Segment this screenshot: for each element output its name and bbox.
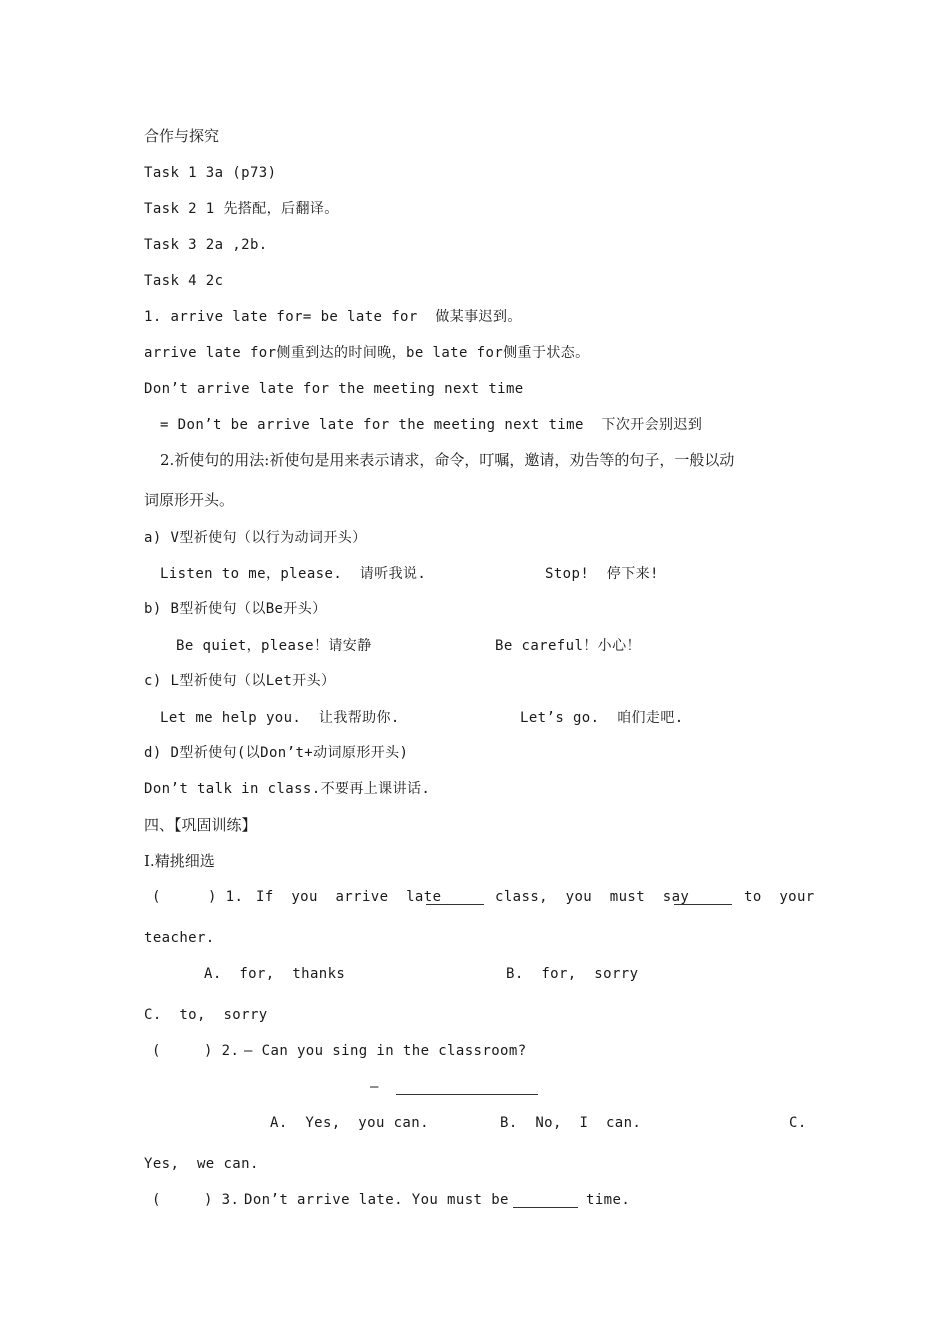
q1-option-c: C. to, sorry xyxy=(144,1007,268,1023)
q3-blank[interactable] xyxy=(513,1193,578,1208)
grammar-point-2-cont: 词原形开头。 xyxy=(144,491,235,509)
q2-option-c-text: Yes, we can. xyxy=(144,1156,259,1172)
task-2: Task 2 1 先搭配，后翻译。 xyxy=(144,201,339,217)
type-b-example-1: Be quiet，please！请安静 xyxy=(176,638,372,654)
type-c-example-2: Let’s go. 咱们走吧. xyxy=(520,710,684,726)
q2-answer-blank[interactable] xyxy=(396,1080,538,1095)
q1-number: ) 1. xyxy=(208,889,244,905)
q1-text-part-3: to your xyxy=(744,889,815,905)
q1-text-part-2: class, you must say xyxy=(495,889,690,905)
q1-option-b: B. for, sorry xyxy=(506,966,639,982)
type-c-example-1: Let me help you. 让我帮助你. xyxy=(160,710,400,726)
grammar-example-2: = Don’t be arrive late for the meeting next time 下次开会别迟到 xyxy=(160,417,703,433)
q3-paren-open: ( xyxy=(152,1192,161,1208)
type-c-heading: c) L型祈使句（以Let开头） xyxy=(144,673,336,689)
q1-blank-1[interactable] xyxy=(426,890,484,905)
q3-text-part-1: Don’t arrive late. You must be xyxy=(244,1192,509,1208)
section-heading: 合作与探究 xyxy=(144,127,220,145)
practice-heading: 四、【巩固训练】 xyxy=(144,816,257,834)
q2-paren-open: ( xyxy=(152,1043,161,1059)
q1-text-part-4: teacher. xyxy=(144,930,215,946)
type-d-example-1: Don’t talk in class.不要再上课讲话. xyxy=(144,781,431,797)
task-1: Task 1 3a (p73) xyxy=(144,165,277,181)
q1-option-a: A. for, thanks xyxy=(204,966,346,982)
type-b-example-2: Be careful！小心！ xyxy=(495,638,641,654)
type-a-example-2: Stop! 停下来! xyxy=(545,566,659,582)
q2-option-c-label: C. xyxy=(789,1115,807,1131)
grammar-point-2: 2.祈使句的用法:祈使句是用来表示请求，命令，叮嘱，邀请，劝告等的句子，一般以动 xyxy=(160,451,735,469)
q1-text-part-1: If you arrive late xyxy=(256,889,442,905)
q3-number: ) 3. xyxy=(204,1192,240,1208)
q2-option-b: B. No, I can. xyxy=(500,1115,642,1131)
grammar-example-1: Don’t arrive late for the meeting next time xyxy=(144,381,524,397)
practice-subheading: I.精挑细选 xyxy=(144,852,215,870)
q2-question: — Can you sing in the classroom? xyxy=(244,1043,527,1059)
q2-number: ) 2. xyxy=(204,1043,240,1059)
q3-text-part-2: time. xyxy=(586,1192,631,1208)
task-4: Task 4 2c xyxy=(144,273,224,289)
type-b-heading: b) B型祈使句（以Be开头） xyxy=(144,601,327,617)
grammar-point-1-note: arrive late for侧重到达的时间晚，be late for侧重于状态。 xyxy=(144,345,590,361)
type-a-example-1: Listen to me，please. 请听我说. xyxy=(160,566,427,582)
q1-blank-2[interactable] xyxy=(674,890,732,905)
grammar-point-1: 1. arrive late for= be late for 做某事迟到。 xyxy=(144,309,522,325)
q2-answer-dash: — xyxy=(370,1079,379,1095)
type-a-heading: a) V型祈使句（以行为动词开头） xyxy=(144,530,367,546)
task-3: Task 3 2a ,2b. xyxy=(144,237,268,253)
q2-option-a: A. Yes, you can. xyxy=(270,1115,429,1131)
q1-paren-open: ( xyxy=(152,889,161,905)
type-d-heading: d) D型祈使句(以Don’t+动词原形开头) xyxy=(144,745,409,761)
